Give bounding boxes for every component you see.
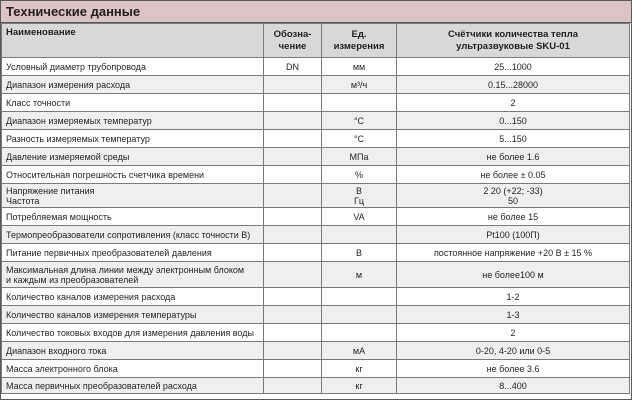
table-row	[2, 288, 630, 306]
table-row	[2, 130, 630, 148]
row-unit: кг	[322, 378, 397, 394]
row-name: Масса электронного блока	[2, 360, 264, 378]
row-symbol	[264, 360, 322, 378]
row-symbol	[264, 76, 322, 94]
row-name: Количество каналов измерения расхода	[2, 288, 264, 306]
table-row	[2, 226, 630, 244]
row-value: 1-2	[397, 288, 630, 306]
row-unit: мм	[322, 58, 397, 76]
section-title: Технические данные	[1, 1, 631, 23]
row-name: Питание первичных преобразователей давления	[2, 244, 264, 262]
table-row	[2, 166, 630, 184]
row-unit: В Гц	[322, 184, 397, 208]
row-name: Относительная погрешность счетчика времени	[2, 166, 264, 184]
row-name: Разность измеряемых температур	[2, 130, 264, 148]
row-unit: °С	[322, 130, 397, 148]
row-value: не более 3.6	[397, 360, 630, 378]
row-symbol	[264, 244, 322, 262]
header-value: Счётчики количества тепла ультразвуковые SKU-01	[397, 24, 630, 58]
row-value: 5...150	[397, 130, 630, 148]
row-value: постоянное напряжение +20 В ± 15 %	[397, 244, 630, 262]
row-value: 2	[397, 94, 630, 112]
row-unit: °С	[322, 112, 397, 130]
row-symbol	[264, 226, 322, 244]
row-unit: %	[322, 166, 397, 184]
header-symbol: Обозна- чение	[264, 24, 322, 58]
table-row	[2, 58, 630, 76]
row-symbol	[264, 342, 322, 360]
row-unit	[322, 324, 397, 342]
row-unit: м	[322, 262, 397, 288]
row-unit: В	[322, 244, 397, 262]
row-unit	[322, 94, 397, 112]
row-name: Класс точности	[2, 94, 264, 112]
row-symbol	[264, 148, 322, 166]
row-name: Масса первичных преобразователей расхода	[2, 378, 264, 394]
row-symbol	[264, 324, 322, 342]
row-symbol	[264, 262, 322, 288]
row-symbol	[264, 208, 322, 226]
header-name: Наименование	[2, 24, 264, 58]
row-unit: м³/ч	[322, 76, 397, 94]
table-row	[2, 378, 630, 394]
table-row	[2, 244, 630, 262]
row-unit	[322, 226, 397, 244]
row-unit: МПа	[322, 148, 397, 166]
row-value: 25...1000	[397, 58, 630, 76]
table-row	[2, 94, 630, 112]
table-row	[2, 184, 630, 208]
row-name: Напряжение питания Частота	[2, 184, 264, 208]
row-symbol	[264, 166, 322, 184]
table-row	[2, 306, 630, 324]
row-value: 0.15...28000	[397, 76, 630, 94]
row-symbol	[264, 288, 322, 306]
row-name: Количество токовых входов для измерения давления воды	[2, 324, 264, 342]
row-symbol	[264, 378, 322, 394]
row-name: Условный диаметр трубопровода	[2, 58, 264, 76]
row-value: не более ± 0.05	[397, 166, 630, 184]
row-name: Диапазон измерения расхода	[2, 76, 264, 94]
row-value: 8...400	[397, 378, 630, 394]
row-value: 1-3	[397, 306, 630, 324]
row-value: не более 15	[397, 208, 630, 226]
header-unit: Ед. измерения	[322, 24, 397, 58]
row-symbol	[264, 112, 322, 130]
row-symbol	[264, 184, 322, 208]
row-unit: VA	[322, 208, 397, 226]
row-name: Диапазон входного тока	[2, 342, 264, 360]
table-row	[2, 208, 630, 226]
table-row	[2, 342, 630, 360]
row-name: Диапазон измеряемых температур	[2, 112, 264, 130]
row-name: Термопреобразователи сопротивления (класс точности В)	[2, 226, 264, 244]
row-value: Pt100 (100П)	[397, 226, 630, 244]
table-row	[2, 76, 630, 94]
row-value: 2 20 (+22; -33) 50	[397, 184, 630, 208]
table-row	[2, 112, 630, 130]
row-value: 0...150	[397, 112, 630, 130]
table-header-row	[2, 24, 630, 58]
row-name: Давление измеряемой среды	[2, 148, 264, 166]
table-row	[2, 262, 630, 288]
row-name: Максимальная длина линии между электронным блоком и каждым из преобразователей	[2, 262, 264, 288]
row-unit: кг	[322, 360, 397, 378]
row-value: 0-20, 4-20 или 0-5	[397, 342, 630, 360]
row-symbol	[264, 94, 322, 112]
row-unit	[322, 288, 397, 306]
row-name: Потребляемая мощность	[2, 208, 264, 226]
row-name: Количество каналов измерения температуры	[2, 306, 264, 324]
row-unit	[322, 306, 397, 324]
row-symbol	[264, 130, 322, 148]
row-unit: мА	[322, 342, 397, 360]
row-symbol	[264, 306, 322, 324]
specs-table	[1, 23, 630, 394]
row-value: не более100 м	[397, 262, 630, 288]
row-symbol: DN	[264, 58, 322, 76]
table-row	[2, 324, 630, 342]
row-value: не более 1.6	[397, 148, 630, 166]
table-row	[2, 360, 630, 378]
table-row	[2, 148, 630, 166]
row-value: 2	[397, 324, 630, 342]
